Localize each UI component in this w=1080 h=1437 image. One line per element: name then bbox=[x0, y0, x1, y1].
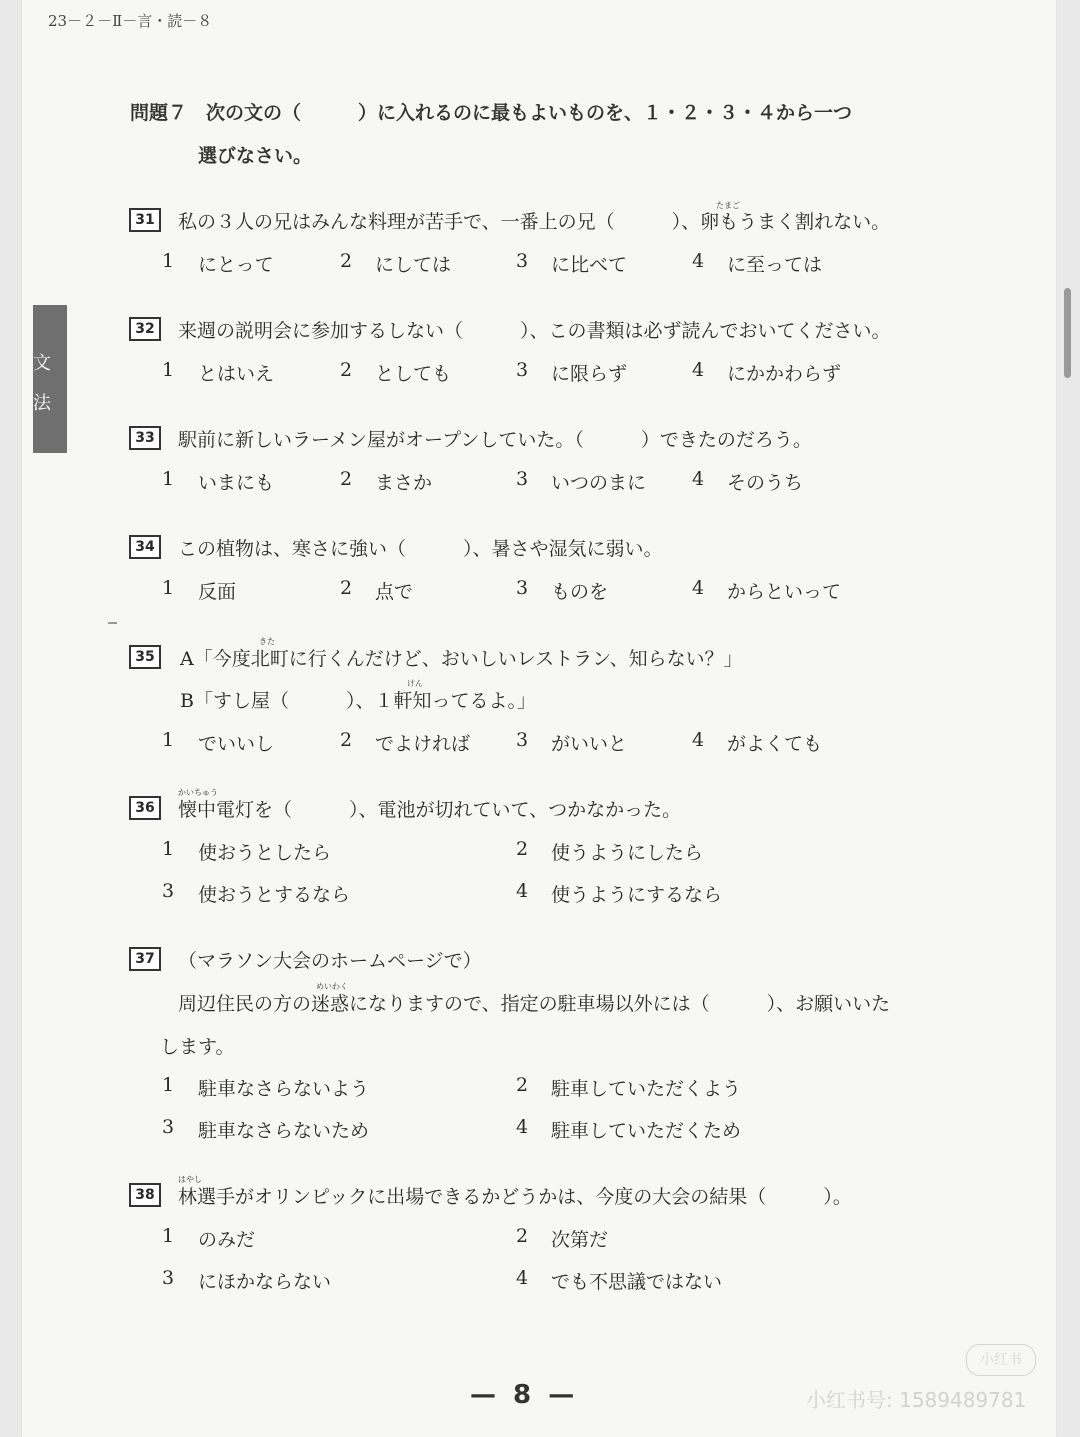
option-text: 反面 bbox=[198, 581, 237, 603]
question-text: A「今度北町に行くんだけど、おいしいレストラン、知らない？」 bbox=[180, 648, 743, 670]
option-text: 使おうとしたら bbox=[198, 842, 332, 864]
option-number: 2 bbox=[340, 729, 353, 751]
option-number: 3 bbox=[516, 359, 529, 381]
option-text: にほかならない bbox=[198, 1271, 332, 1293]
furigana: けん bbox=[407, 679, 423, 688]
option-number: 4 bbox=[516, 880, 529, 902]
question-number: 36 bbox=[129, 796, 161, 820]
option-number: 2 bbox=[516, 1225, 529, 1247]
page-number: — 8 — bbox=[470, 1380, 579, 1410]
option-number: 2 bbox=[516, 838, 529, 860]
option-text: に至っては bbox=[727, 254, 823, 276]
option-number: 4 bbox=[692, 468, 705, 490]
question-number: 32 bbox=[129, 317, 161, 341]
question-text: 林選手がオリンピックに出場できるかどうかは、今度の大会の結果（ ）。 bbox=[178, 1186, 852, 1208]
option-text: 点で bbox=[375, 581, 414, 603]
section-tab-char-2: 法 bbox=[33, 393, 51, 414]
question-text: B「すし屋（ ）、１軒知ってるよ。」 bbox=[180, 690, 536, 712]
option-text: ものを bbox=[551, 581, 609, 603]
furigana: たまご bbox=[716, 201, 740, 210]
option-number: 2 bbox=[516, 1074, 529, 1096]
question-number: 38 bbox=[129, 1183, 161, 1207]
option-text: でも不思議ではない bbox=[551, 1271, 723, 1293]
option-number: 3 bbox=[516, 729, 529, 751]
option-number: 3 bbox=[516, 577, 529, 599]
question-number: 33 bbox=[129, 426, 161, 450]
instruction-line-1: 問題７ 次の文の（ ）に入れるのに最もよいものを、１・２・３・４から一つ bbox=[130, 102, 853, 124]
option-text: 駐車なさらないため bbox=[198, 1120, 370, 1142]
option-text: としても bbox=[375, 363, 452, 385]
option-text: がよくても bbox=[727, 733, 823, 755]
option-number: 2 bbox=[340, 359, 353, 381]
question-number: 35 bbox=[129, 645, 161, 669]
furigana: きた bbox=[259, 637, 275, 646]
question-text: 周辺住民の方の迷惑になりますので、指定の駐車場以外には（ ）、お願いいた bbox=[178, 993, 891, 1015]
option-text: 使うようにするなら bbox=[551, 884, 723, 906]
header-code: 23－２－Ⅱ－言・読－８ bbox=[48, 12, 213, 30]
option-number: 4 bbox=[516, 1267, 529, 1289]
watermark-text: 小红书号: 1589489781 bbox=[806, 1388, 1027, 1412]
option-number: 1 bbox=[162, 250, 175, 272]
option-number: 2 bbox=[340, 577, 353, 599]
question-number: 34 bbox=[129, 535, 161, 559]
option-text: とはいえ bbox=[198, 363, 275, 385]
option-number: 1 bbox=[162, 729, 175, 751]
furigana: かいちゅう bbox=[178, 788, 218, 797]
option-text: まさか bbox=[375, 472, 433, 494]
option-number: 4 bbox=[692, 577, 705, 599]
option-number: 1 bbox=[162, 359, 175, 381]
option-number: 1 bbox=[162, 577, 175, 599]
option-text: いまにも bbox=[198, 472, 275, 494]
option-text: 駐車していただくよう bbox=[551, 1078, 742, 1100]
section-tab-char-1: 文 bbox=[33, 353, 51, 374]
option-number: 2 bbox=[340, 250, 353, 272]
question-text: 私の３人の兄はみんな料理が苦手で、一番上の兄（ ）、卵もうまく割れない。 bbox=[178, 211, 891, 233]
option-text: でいいし bbox=[198, 733, 275, 755]
furigana: はやし bbox=[178, 1175, 202, 1184]
option-text: 駐車していただくため bbox=[551, 1120, 742, 1142]
option-number: 4 bbox=[692, 729, 705, 751]
question-number: 37 bbox=[129, 947, 161, 971]
option-number: 2 bbox=[340, 468, 353, 490]
question-text: （マラソン大会のホームページで） bbox=[178, 950, 482, 972]
option-text: そのうち bbox=[727, 472, 804, 494]
section-tab bbox=[33, 305, 67, 453]
option-text: いつのまに bbox=[551, 472, 647, 494]
option-text: にかかわらず bbox=[727, 363, 842, 385]
option-number: 3 bbox=[162, 1116, 175, 1138]
option-text: 駐車なさらないよう bbox=[198, 1078, 370, 1100]
option-text: 次第だ bbox=[551, 1229, 609, 1251]
option-number: 3 bbox=[162, 880, 175, 902]
question-text: 懐中電灯を（ ）、電池が切れていて、つかなかった。 bbox=[178, 799, 682, 821]
question-text: この植物は、寒さに強い（ ）、暑さや湿気に弱い。 bbox=[178, 538, 663, 560]
option-text: でよければ bbox=[375, 733, 471, 755]
option-number: 1 bbox=[162, 838, 175, 860]
scrollbar-thumb[interactable] bbox=[1064, 288, 1071, 378]
option-text: 使うようにしたら bbox=[551, 842, 704, 864]
option-number: 1 bbox=[162, 468, 175, 490]
option-number: 3 bbox=[516, 468, 529, 490]
option-number: 4 bbox=[692, 359, 705, 381]
question-text: 来週の説明会に参加するしない（ ）、この書類は必ず読んでおいてください。 bbox=[178, 320, 891, 342]
option-text: に比べて bbox=[551, 254, 628, 276]
furigana: めいわく bbox=[316, 982, 348, 991]
option-text: に限らず bbox=[551, 363, 628, 385]
option-number: 3 bbox=[516, 250, 529, 272]
option-number: 1 bbox=[162, 1074, 175, 1096]
option-number: 4 bbox=[692, 250, 705, 272]
question-text: 駅前に新しいラーメン屋がオープンしていた。（ ）できたのだろう。 bbox=[178, 429, 812, 451]
option-text: からといって bbox=[727, 581, 842, 603]
option-number: 4 bbox=[516, 1116, 529, 1138]
option-text: にとって bbox=[198, 254, 274, 276]
option-text: がいいと bbox=[551, 733, 628, 755]
option-number: 3 bbox=[162, 1267, 175, 1289]
option-text: にしては bbox=[375, 254, 452, 276]
option-text: 使おうとするなら bbox=[198, 884, 351, 906]
option-number: 1 bbox=[162, 1225, 175, 1247]
option-text: のみだ bbox=[198, 1229, 256, 1251]
instruction-line-2: 選びなさい。 bbox=[198, 145, 313, 167]
margin-mark bbox=[108, 622, 117, 624]
question-number: 31 bbox=[129, 208, 161, 232]
watermark-badge: 小红书 bbox=[966, 1344, 1036, 1376]
question-text: します。 bbox=[160, 1036, 235, 1058]
